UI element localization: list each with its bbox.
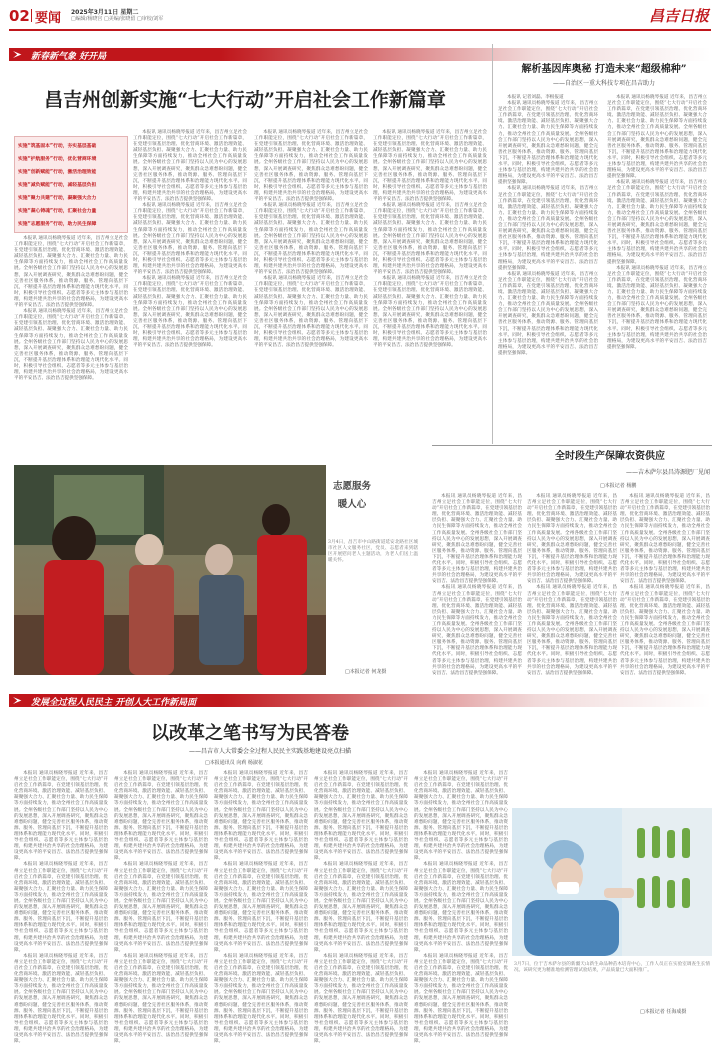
- page-number: 02: [9, 7, 30, 25]
- banner-title: 新春新气象 好开局: [31, 52, 107, 62]
- sidebar-body-col2: 本报讯 通讯员杨晓琴报道 近年来，昌吉州立足社会工作职能定位，围绕“七大行动”开启社会工作新篇章，在党建引领基层治理、优化营商环境、激活治理效能、减轻基层负担、凝聚强大合力、汇聚社会力量、助力民生保障等方面持续发力，推动全州社会工作高质量发展。全州各级社会工作部门坚持以人民为中心的发展思想，深入开展调查研究，聚焦群众急难愁盼问题，健全完善社区服务体系，推动资源、服务、管理向基层下沉，不断提升基层治理体系和治理能力现代化水平。同时，积极引导社会组织、志愿者等多元主体参与基层治理，构建共建共治共享的社会治理格局，为建设更高水平的平安昌吉、法治昌吉提供坚强保障。 本报讯 通讯员杨晓琴报道 近年来，昌吉州立足社会工作职能定位，围绕“七大行动”开启社会工作新篇章，在党建引领基层治理、优化营商环境、激活治理效能、减轻基层负担、凝聚强大合力、汇聚社会力量、助力民生保障等方面持续发力，推动全州社会工作高质量发展。全州各级社会工作部门坚持以人民为中心的发展思想，深入开展调查研究，聚焦群众急难愁盼问题，健全完善社区服务体系，推动资源、服务、管理向基层下沉，不断提升基层治理体系和治理能力现代化水平。同时，积极引导社会组织、志愿者等多元主体参与基层治理，构建共建共治共享的社会治理格局，为建设更高水平的平安昌吉、法治昌吉提供坚强保障。 本报讯 通讯员杨晓琴报道 近年来，昌吉州立足社会工作职能定位，围绕“七大行动”开启社会工作新篇章，在党建引领基层治理、优化营商环境、激活治理效能、减轻基层负担、凝聚强大合力、汇聚社会力量、助力民生保障等方面持续发力，推动全州社会工作高质量发展。全州各级社会工作部门坚持以人民为中心的发展思想，深入开展调查研究，聚焦群众急难愁盼问题，健全完善社区服务体系，推动资源、服务、管理向基层下沉，不断提升基层治理体系和治理能力现代化水平。同时，积极引导社会组织、志愿者等多元主体参与基层治理，构建共建共治共享的社会治理格局，为建设更高水平的平安昌吉、法治昌吉提供坚强保障。: [607, 95, 707, 350]
- section-name: 要闻: [35, 11, 62, 26]
- main-headline: 昌吉州创新实施“七大行动”开启社会工作新篇章: [44, 89, 446, 111]
- photo-title: 志愿服务 暖人心: [332, 481, 371, 510]
- action-item: 实施“凝心铸魂”行动，汇聚社会力量: [18, 209, 97, 214]
- photo-caption: 3月4日，昌吉市中山路街道延安北路社区城市社区人文服务社区，党员、志愿者来到辖区开展慰问老人主题活动，为老人们送上温暖关怀。: [328, 540, 418, 564]
- arrow-icon: [13, 51, 27, 58]
- main-body-col2: 本报讯 通讯员杨晓琴报道 近年来，昌吉州立足社会工作职能定位，围绕“七大行动”开启社会工作新篇章，在党建引领基层治理、优化营商环境、激活治理效能、减轻基层负担、凝聚强大合力、汇聚社会力量、助力民生保障等方面持续发力，推动全州社会工作高质量发展。全州各级社会工作部门坚持以人民为中心的发展思想，深入开展调查研究，聚焦群众急难愁盼问题，健全完善社区服务体系，推动资源、服务、管理向基层下沉，不断提升基层治理体系和治理能力现代化水平。同时，积极引导社会组织、志愿者等多元主体参与基层治理，构建共建共治共享的社会治理格局，为建设更高水平的平安昌吉、法治昌吉提供坚强保障。 本报讯 通讯员杨晓琴报道 近年来，昌吉州立足社会工作职能定位，围绕“七大行动”开启社会工作新篇章，在党建引领基层治理、优化营商环境、激活治理效能、减轻基层负担、凝聚强大合力、汇聚社会力量、助力民生保障等方面持续发力，推动全州社会工作高质量发展。全州各级社会工作部门坚持以人民为中心的发展思想，深入开展调查研究，聚焦群众急难愁盼问题，健全完善社区服务体系，推动资源、服务、管理向基层下沉，不断提升基层治理体系和治理能力现代化水平。同时，积极引导社会组织、志愿者等多元主体参与基层治理，构建共建共治共享的社会治理格局，为建设更高水平的平安昌吉、法治昌吉提供坚强保障。 本报讯 通讯员杨晓琴报道 近年来，昌吉州立足社会工作职能定位，围绕“七大行动”开启社会工作新篇章，在党建引领基层治理、优化营商环境、激活治理效能、减轻基层负担、凝聚强大合力、汇聚社会力量、助力民生保障等方面持续发力，推动全州社会工作高质量发展。全州各级社会工作部门坚持以人民为中心的发展思想，深入开展调查研究，聚焦群众急难愁盼问题，健全完善社区服务体系，推动资源、服务、管理向基层下沉，不断提升基层治理体系和治理能力现代化水平。同时，积极引导社会组织、志愿者等多元主体参与基层治理，构建共建共治共享的社会治理格局，为建设更高水平的平安昌吉、法治昌吉提供坚强保障。: [133, 130, 247, 349]
- reform-subtitle: ——昌吉市人大常委会全过程人民民主实践基地建设亮点扫描: [188, 748, 351, 755]
- main-body-col4: 本报讯 通讯员杨晓琴报道 近年来，昌吉州立足社会工作职能定位，围绕“七大行动”开启社会工作新篇章，在党建引领基层治理、优化营商环境、激活治理效能、减轻基层负担、凝聚强大合力、汇聚社会力量、助力民生保障等方面持续发力，推动全州社会工作高质量发展。全州各级社会工作部门坚持以人民为中心的发展思想，深入开展调查研究，聚焦群众急难愁盼问题，健全完善社区服务体系，推动资源、服务、管理向基层下沉，不断提升基层治理体系和治理能力现代化水平。同时，积极引导社会组织、志愿者等多元主体参与基层治理，构建共建共治共享的社会治理格局，为建设更高水平的平安昌吉、法治昌吉提供坚强保障。 本报讯 通讯员杨晓琴报道 近年来，昌吉州立足社会工作职能定位，围绕“七大行动”开启社会工作新篇章，在党建引领基层治理、优化营商环境、激活治理效能、减轻基层负担、凝聚强大合力、汇聚社会力量、助力民生保障等方面持续发力，推动全州社会工作高质量发展。全州各级社会工作部门坚持以人民为中心的发展思想，深入开展调查研究，聚焦群众急难愁盼问题，健全完善社区服务体系，推动资源、服务、管理向基层下沉，不断提升基层治理体系和治理能力现代化水平。同时，积极引导社会组织、志愿者等多元主体参与基层治理，构建共建共治共享的社会治理格局，为建设更高水平的平安昌吉、法治昌吉提供坚强保障。 本报讯 通讯员杨晓琴报道 近年来，昌吉州立足社会工作职能定位，围绕“七大行动”开启社会工作新篇章，在党建引领基层治理、优化营商环境、激活治理效能、减轻基层负担、凝聚强大合力、汇聚社会力量、助力民生保障等方面持续发力，推动全州社会工作高质量发展。全州各级社会工作部门坚持以人民为中心的发展思想，深入开展调查研究，聚焦群众急难愁盼问题，健全完善社区服务体系，推动资源、服务、管理向基层下沉，不断提升基层治理体系和治理能力现代化水平。同时，积极引导社会组织、志愿者等多元主体参与基层治理，构建共建共治共享的社会治理格局，为建设更高水平的平安昌吉、法治昌吉提供坚强保障。: [373, 130, 487, 349]
- reform-credit: □本报通讯员 向莉 杨淑花: [205, 760, 263, 766]
- editor-credits: □编辑/杨晓宫 □美编/张晓留 □审校/刘军: [71, 16, 164, 22]
- reform-body-col3: 本报讯 通讯员杨晓琴报道 近年来，昌吉州立足社会工作职能定位，围绕“七大行动”开启社会工作新篇章，在党建引领基层治理、优化营商环境、激活治理效能、减轻基层负担、凝聚强大合力、汇聚社会力量、助力民生保障等方面持续发力，推动全州社会工作高质量发展。全州各级社会工作部门坚持以人民为中心的发展思想，深入开展调查研究，聚焦群众急难愁盼问题，健全完善社区服务体系，推动资源、服务、管理向基层下沉，不断提升基层治理体系和治理能力现代化水平。同时，积极引导社会组织、志愿者等多元主体参与基层治理，构建共建共治共享的社会治理格局，为建设更高水平的平安昌吉、法治昌吉提供坚强保障。 本报讯 通讯员杨晓琴报道 近年来，昌吉州立足社会工作职能定位，围绕“七大行动”开启社会工作新篇章，在党建引领基层治理、优化营商环境、激活治理效能、减轻基层负担、凝聚强大合力、汇聚社会力量、助力民生保障等方面持续发力，推动全州社会工作高质量发展。全州各级社会工作部门坚持以人民为中心的发展思想，深入开展调查研究，聚焦群众急难愁盼问题，健全完善社区服务体系，推动资源、服务、管理向基层下沉，不断提升基层治理体系和治理能力现代化水平。同时，积极引导社会组织、志愿者等多元主体参与基层治理，构建共建共治共享的社会治理格局，为建设更高水平的平安昌吉、法治昌吉提供坚强保障。 本报讯 通讯员杨晓琴报道 近年来，昌吉州立足社会工作职能定位，围绕“七大行动”开启社会工作新篇章，在党建引领基层治理、优化营商环境、激活治理效能、减轻基层负担、凝聚强大合力、汇聚社会力量、助力民生保障等方面持续发力，推动全州社会工作高质量发展。全州各级社会工作部门坚持以人民为中心的发展思想，深入开展调查研究，聚焦群众急难愁盼问题，健全完善社区服务体系，推动资源、服务、管理向基层下沉，不断提升基层治理体系和治理能力现代化水平。同时，积极引导社会组织、志愿者等多元主体参与基层治理，构建共建共治共享的社会治理格局，为建设更高水平的平安昌吉、法治昌吉提供坚强保障。: [214, 771, 308, 1045]
- action-item: 实施“筑基固本”行动，夯实基层基础: [18, 144, 97, 149]
- newspaper-logo: 昌吉日报: [648, 7, 709, 25]
- main-body-col1: 本报讯 通讯员杨晓琴报道 近年来，昌吉州立足社会工作职能定位，围绕“七大行动”开启社会工作新篇章，在党建引领基层治理、优化营商环境、激活治理效能、减轻基层负担、凝聚强大合力、汇聚社会力量、助力民生保障等方面持续发力，推动全州社会工作高质量发展。全州各级社会工作部门坚持以人民为中心的发展思想，深入开展调查研究，聚焦群众急难愁盼问题，健全完善社区服务体系，推动资源、服务、管理向基层下沉，不断提升基层治理体系和治理能力现代化水平。同时，积极引导社会组织、志愿者等多元主体参与基层治理，构建共建共治共享的社会治理格局，为建设更高水平的平安昌吉、法治昌吉提供坚强保障。 本报讯 通讯员杨晓琴报道 近年来，昌吉州立足社会工作职能定位，围绕“七大行动”开启社会工作新篇章，在党建引领基层治理、优化营商环境、激活治理效能、减轻基层负担、凝聚强大合力、汇聚社会力量、助力民生保障等方面持续发力，推动全州社会工作高质量发展。全州各级社会工作部门坚持以人民为中心的发展思想，深入开展调查研究，聚焦群众急难愁盼问题，健全完善社区服务体系，推动资源、服务、管理向基层下沉，不断提升基层治理体系和治理能力现代化水平。同时，积极引导社会组织、志愿者等多元主体参与基层治理，构建共建共治共享的社会治理格局，为建设更高水平的平安昌吉、法治昌吉提供坚强保障。: [14, 236, 128, 382]
- reform-body-col1: 本报讯 通讯员杨晓琴报道 近年来，昌吉州立足社会工作职能定位，围绕“七大行动”开启社会工作新篇章，在党建引领基层治理、优化营商环境、激活治理效能、减轻基层负担、凝聚强大合力、汇聚社会力量、助力民生保障等方面持续发力，推动全州社会工作高质量发展。全州各级社会工作部门坚持以人民为中心的发展思想，深入开展调查研究，聚焦群众急难愁盼问题，健全完善社区服务体系，推动资源、服务、管理向基层下沉，不断提升基层治理体系和治理能力现代化水平。同时，积极引导社会组织、志愿者等多元主体参与基层治理，构建共建共治共享的社会治理格局，为建设更高水平的平安昌吉、法治昌吉提供坚强保障。 本报讯 通讯员杨晓琴报道 近年来，昌吉州立足社会工作职能定位，围绕“七大行动”开启社会工作新篇章，在党建引领基层治理、优化营商环境、激活治理效能、减轻基层负担、凝聚强大合力、汇聚社会力量、助力民生保障等方面持续发力，推动全州社会工作高质量发展。全州各级社会工作部门坚持以人民为中心的发展思想，深入开展调查研究，聚焦群众急难愁盼问题，健全完善社区服务体系，推动资源、服务、管理向基层下沉，不断提升基层治理体系和治理能力现代化水平。同时，积极引导社会组织、志愿者等多元主体参与基层治理，构建共建共治共享的社会治理格局，为建设更高水平的平安昌吉、法治昌吉提供坚强保障。 本报讯 通讯员杨晓琴报道 近年来，昌吉州立足社会工作职能定位，围绕“七大行动”开启社会工作新篇章，在党建引领基层治理、优化营商环境、激活治理效能、减轻基层负担、凝聚强大合力、汇聚社会力量、助力民生保障等方面持续发力，推动全州社会工作高质量发展。全州各级社会工作部门坚持以人民为中心的发展思想，深入开展调查研究，聚焦群众急难愁盼问题，健全完善社区服务体系，推动资源、服务、管理向基层下沉，不断提升基层治理体系和治理能力现代化水平。同时，积极引导社会组织、志愿者等多元主体参与基层治理，构建共建共治共享的社会治理格局，为建设更高水平的平安昌吉、法治昌吉提供坚强保障。: [14, 771, 108, 1045]
- lab-photo: [512, 808, 712, 956]
- main-body-col3: 本报讯 通讯员杨晓琴报道 近年来，昌吉州立足社会工作职能定位，围绕“七大行动”开启社会工作新篇章，在党建引领基层治理、优化营商环境、激活治理效能、减轻基层负担、凝聚强大合力、汇聚社会力量、助力民生保障等方面持续发力，推动全州社会工作高质量发展。全州各级社会工作部门坚持以人民为中心的发展思想，深入开展调查研究，聚焦群众急难愁盼问题，健全完善社区服务体系，推动资源、服务、管理向基层下沉，不断提升基层治理体系和治理能力现代化水平。同时，积极引导社会组织、志愿者等多元主体参与基层治理，构建共建共治共享的社会治理格局，为建设更高水平的平安昌吉、法治昌吉提供坚强保障。 本报讯 通讯员杨晓琴报道 近年来，昌吉州立足社会工作职能定位，围绕“七大行动”开启社会工作新篇章，在党建引领基层治理、优化营商环境、激活治理效能、减轻基层负担、凝聚强大合力、汇聚社会力量、助力民生保障等方面持续发力，推动全州社会工作高质量发展。全州各级社会工作部门坚持以人民为中心的发展思想，深入开展调查研究，聚焦群众急难愁盼问题，健全完善社区服务体系，推动资源、服务、管理向基层下沉，不断提升基层治理体系和治理能力现代化水平。同时，积极引导社会组织、志愿者等多元主体参与基层治理，构建共建共治共享的社会治理格局，为建设更高水平的平安昌吉、法治昌吉提供坚强保障。 本报讯 通讯员杨晓琴报道 近年来，昌吉州立足社会工作职能定位，围绕“七大行动”开启社会工作新篇章，在党建引领基层治理、优化营商环境、激活治理效能、减轻基层负担、凝聚强大合力、汇聚社会力量、助力民生保障等方面持续发力，推动全州社会工作高质量发展。全州各级社会工作部门坚持以人民为中心的发展思想，深入开展调查研究，聚焦群众急难愁盼问题，健全完善社区服务体系，推动资源、服务、管理向基层下沉，不断提升基层治理体系和治理能力现代化水平。同时，积极引导社会组织、志愿者等多元主体参与基层治理，构建共建共治共享的社会治理格局，为建设更高水平的平安昌吉、法治昌吉提供坚强保障。: [254, 130, 368, 349]
- sidebar-subtitle: ——自治区一重大科技专项在昌吉助力: [552, 80, 655, 87]
- action-item: 实施“创新赋能”行动，激活治理效能: [18, 170, 97, 175]
- supply-credit: □本报记者 杨鹏: [600, 483, 637, 489]
- arrow-icon: [13, 697, 27, 704]
- banner-title: 发展全过程人民民主 开创人大工作新局面: [31, 698, 197, 708]
- reform-body-col5: 本报讯 通讯员杨晓琴报道 近年来，昌吉州立足社会工作职能定位，围绕“七大行动”开启社会工作新篇章，在党建引领基层治理、优化营商环境、激活治理效能、减轻基层负担、凝聚强大合力、汇聚社会力量、助力民生保障等方面持续发力，推动全州社会工作高质量发展。全州各级社会工作部门坚持以人民为中心的发展思想，深入开展调查研究，聚焦群众急难愁盼问题，健全完善社区服务体系，推动资源、服务、管理向基层下沉，不断提升基层治理体系和治理能力现代化水平。同时，积极引导社会组织、志愿者等多元主体参与基层治理，构建共建共治共享的社会治理格局，为建设更高水平的平安昌吉、法治昌吉提供坚强保障。 本报讯 通讯员杨晓琴报道 近年来，昌吉州立足社会工作职能定位，围绕“七大行动”开启社会工作新篇章，在党建引领基层治理、优化营商环境、激活治理效能、减轻基层负担、凝聚强大合力、汇聚社会力量、助力民生保障等方面持续发力，推动全州社会工作高质量发展。全州各级社会工作部门坚持以人民为中心的发展思想，深入开展调查研究，聚焦群众急难愁盼问题，健全完善社区服务体系，推动资源、服务、管理向基层下沉，不断提升基层治理体系和治理能力现代化水平。同时，积极引导社会组织、志愿者等多元主体参与基层治理，构建共建共治共享的社会治理格局，为建设更高水平的平安昌吉、法治昌吉提供坚强保障。 本报讯 通讯员杨晓琴报道 近年来，昌吉州立足社会工作职能定位，围绕“七大行动”开启社会工作新篇章，在党建引领基层治理、优化营商环境、激活治理效能、减轻基层负担、凝聚强大合力、汇聚社会力量、助力民生保障等方面持续发力，推动全州社会工作高质量发展。全州各级社会工作部门坚持以人民为中心的发展思想，深入开展调查研究，聚焦群众急难愁盼问题，健全完善社区服务体系，推动资源、服务、管理向基层下沉，不断提升基层治理体系和治理能力现代化水平。同时，积极引导社会组织、志愿者等多元主体参与基层治理，构建共建共治共享的社会治理格局，为建设更高水平的平安昌吉、法治昌吉提供坚强保障。: [414, 771, 508, 1045]
- actions-list: [18, 140, 124, 231]
- supply-body-col1: 本报讯 通讯员杨晓琴报道 近年来，昌吉州立足社会工作职能定位，围绕“七大行动”开启社会工作新篇章，在党建引领基层治理、优化营商环境、激活治理效能、减轻基层负担、凝聚强大合力、汇聚社会力量、助力民生保障等方面持续发力，推动全州社会工作高质量发展。全州各级社会工作部门坚持以人民为中心的发展思想，深入开展调查研究，聚焦群众急难愁盼问题，健全完善社区服务体系，推动资源、服务、管理向基层下沉，不断提升基层治理体系和治理能力现代化水平。同时，积极引导社会组织、志愿者等多元主体参与基层治理，构建共建共治共享的社会治理格局，为建设更高水平的平安昌吉、法治昌吉提供坚强保障。 本报讯 通讯员杨晓琴报道 近年来，昌吉州立足社会工作职能定位，围绕“七大行动”开启社会工作新篇章，在党建引领基层治理、优化营商环境、激活治理效能、减轻基层负担、凝聚强大合力、汇聚社会力量、助力民生保障等方面持续发力，推动全州社会工作高质量发展。全州各级社会工作部门坚持以人民为中心的发展思想，深入开展调查研究，聚焦群众急难愁盼问题，健全完善社区服务体系，推动资源、服务、管理向基层下沉，不断提升基层治理体系和治理能力现代化水平。同时，积极引导社会组织、志愿者等多元主体参与基层治理，构建共建共治共享的社会治理格局，为建设更高水平的平安昌吉、法治昌吉提供坚强保障。: [432, 494, 522, 676]
- reform-headline: 以改革之笔书写为民答卷: [151, 723, 349, 744]
- lab-caption: 3月7日，位于吉木萨尔县的新疆天山新生命品种苗木培育中心，工作人员正在实验室调查生长情况。该研究更为精准地检测管理试验结果，产品质量已大面积推广。: [514, 962, 710, 974]
- reform-body-col4: 本报讯 通讯员杨晓琴报道 近年来，昌吉州立足社会工作职能定位，围绕“七大行动”开启社会工作新篇章，在党建引领基层治理、优化营商环境、激活治理效能、减轻基层负担、凝聚强大合力、汇聚社会力量、助力民生保障等方面持续发力，推动全州社会工作高质量发展。全州各级社会工作部门坚持以人民为中心的发展思想，深入开展调查研究，聚焦群众急难愁盼问题，健全完善社区服务体系，推动资源、服务、管理向基层下沉，不断提升基层治理体系和治理能力现代化水平。同时，积极引导社会组织、志愿者等多元主体参与基层治理，构建共建共治共享的社会治理格局，为建设更高水平的平安昌吉、法治昌吉提供坚强保障。 本报讯 通讯员杨晓琴报道 近年来，昌吉州立足社会工作职能定位，围绕“七大行动”开启社会工作新篇章，在党建引领基层治理、优化营商环境、激活治理效能、减轻基层负担、凝聚强大合力、汇聚社会力量、助力民生保障等方面持续发力，推动全州社会工作高质量发展。全州各级社会工作部门坚持以人民为中心的发展思想，深入开展调查研究，聚焦群众急难愁盼问题，健全完善社区服务体系，推动资源、服务、管理向基层下沉，不断提升基层治理体系和治理能力现代化水平。同时，积极引导社会组织、志愿者等多元主体参与基层治理，构建共建共治共享的社会治理格局，为建设更高水平的平安昌吉、法治昌吉提供坚强保障。 本报讯 通讯员杨晓琴报道 近年来，昌吉州立足社会工作职能定位，围绕“七大行动”开启社会工作新篇章，在党建引领基层治理、优化营商环境、激活治理效能、减轻基层负担、凝聚强大合力、汇聚社会力量、助力民生保障等方面持续发力，推动全州社会工作高质量发展。全州各级社会工作部门坚持以人民为中心的发展思想，深入开展调查研究，聚焦群众急难愁盼问题，健全完善社区服务体系，推动资源、服务、管理向基层下沉，不断提升基层治理体系和治理能力现代化水平。同时，积极引导社会组织、志愿者等多元主体参与基层治理，构建共建共治共享的社会治理格局，为建设更高水平的平安昌吉、法治昌吉提供坚强保障。: [314, 771, 408, 1045]
- volunteer-photo: [14, 465, 326, 675]
- supply-body-col2: 本报讯 通讯员杨晓琴报道 近年来，昌吉州立足社会工作职能定位，围绕“七大行动”开启社会工作新篇章，在党建引领基层治理、优化营商环境、激活治理效能、减轻基层负担、凝聚强大合力、汇聚社会力量、助力民生保障等方面持续发力，推动全州社会工作高质量发展。全州各级社会工作部门坚持以人民为中心的发展思想，深入开展调查研究，聚焦群众急难愁盼问题，健全完善社区服务体系，推动资源、服务、管理向基层下沉，不断提升基层治理体系和治理能力现代化水平。同时，积极引导社会组织、志愿者等多元主体参与基层治理，构建共建共治共享的社会治理格局，为建设更高水平的平安昌吉、法治昌吉提供坚强保障。 本报讯 通讯员杨晓琴报道 近年来，昌吉州立足社会工作职能定位，围绕“七大行动”开启社会工作新篇章，在党建引领基层治理、优化营商环境、激活治理效能、减轻基层负担、凝聚强大合力、汇聚社会力量、助力民生保障等方面持续发力，推动全州社会工作高质量发展。全州各级社会工作部门坚持以人民为中心的发展思想，深入开展调查研究，聚焦群众急难愁盼问题，健全完善社区服务体系，推动资源、服务、管理向基层下沉，不断提升基层治理体系和治理能力现代化水平。同时，积极引导社会组织、志愿者等多元主体参与基层治理，构建共建共治共享的社会治理格局，为建设更高水平的平安昌吉、法治昌吉提供坚强保障。: [527, 494, 617, 676]
- actions-box: [14, 136, 128, 233]
- action-item: 实施“志愿服务”行动，助力民生保障: [18, 222, 97, 227]
- sidebar-body-col1: 本报讯 记者刘磊、李根报道 本报讯 通讯员杨晓琴报道 近年来，昌吉州立足社会工作职能定位，围绕“七大行动”开启社会工作新篇章，在党建引领基层治理、优化营商环境、激活治理效能、减轻基层负担、凝聚强大合力、汇聚社会力量、助力民生保障等方面持续发力，推动全州社会工作高质量发展。全州各级社会工作部门坚持以人民为中心的发展思想，深入开展调查研究，聚焦群众急难愁盼问题，健全完善社区服务体系，推动资源、服务、管理向基层下沉，不断提升基层治理体系和治理能力现代化水平。同时，积极引导社会组织、志愿者等多元主体参与基层治理，构建共建共治共享的社会治理格局，为建设更高水平的平安昌吉、法治昌吉提供坚强保障。 本报讯 通讯员杨晓琴报道 近年来，昌吉州立足社会工作职能定位，围绕“七大行动”开启社会工作新篇章，在党建引领基层治理、优化营商环境、激活治理效能、减轻基层负担、凝聚强大合力、汇聚社会力量、助力民生保障等方面持续发力，推动全州社会工作高质量发展。全州各级社会工作部门坚持以人民为中心的发展思想，深入开展调查研究，聚焦群众急难愁盼问题，健全完善社区服务体系，推动资源、服务、管理向基层下沉，不断提升基层治理体系和治理能力现代化水平。同时，积极引导社会组织、志愿者等多元主体参与基层治理，构建共建共治共享的社会治理格局，为建设更高水平的平安昌吉、法治昌吉提供坚强保障。 本报讯 通讯员杨晓琴报道 近年来，昌吉州立足社会工作职能定位，围绕“七大行动”开启社会工作新篇章，在党建引领基层治理、优化营商环境、激活治理效能、减轻基层负担、凝聚强大合力、汇聚社会力量、助力民生保障等方面持续发力，推动全州社会工作高质量发展。全州各级社会工作部门坚持以人民为中心的发展思想，深入开展调查研究，聚焦群众急难愁盼问题，健全完善社区服务体系，推动资源、服务、管理向基层下沉，不断提升基层治理体系和治理能力现代化水平。同时，积极引导社会组织、志愿者等多元主体参与基层治理，构建共建共治共享的社会治理格局，为建设更高水平的平安昌吉、法治昌吉提供坚强保障。: [498, 95, 598, 356]
- page-header: [9, 5, 711, 29]
- supply-subtitle: ——吉木萨尔县昌涛源肥厂见闻: [625, 469, 710, 476]
- reform-body-col2: 本报讯 通讯员杨晓琴报道 近年来，昌吉州立足社会工作职能定位，围绕“七大行动”开启社会工作新篇章，在党建引领基层治理、优化营商环境、激活治理效能、减轻基层负担、凝聚强大合力、汇聚社会力量、助力民生保障等方面持续发力，推动全州社会工作高质量发展。全州各级社会工作部门坚持以人民为中心的发展思想，深入开展调查研究，聚焦群众急难愁盼问题，健全完善社区服务体系，推动资源、服务、管理向基层下沉，不断提升基层治理体系和治理能力现代化水平。同时，积极引导社会组织、志愿者等多元主体参与基层治理，构建共建共治共享的社会治理格局，为建设更高水平的平安昌吉、法治昌吉提供坚强保障。 本报讯 通讯员杨晓琴报道 近年来，昌吉州立足社会工作职能定位，围绕“七大行动”开启社会工作新篇章，在党建引领基层治理、优化营商环境、激活治理效能、减轻基层负担、凝聚强大合力、汇聚社会力量、助力民生保障等方面持续发力，推动全州社会工作高质量发展。全州各级社会工作部门坚持以人民为中心的发展思想，深入开展调查研究，聚焦群众急难愁盼问题，健全完善社区服务体系，推动资源、服务、管理向基层下沉，不断提升基层治理体系和治理能力现代化水平。同时，积极引导社会组织、志愿者等多元主体参与基层治理，构建共建共治共享的社会治理格局，为建设更高水平的平安昌吉、法治昌吉提供坚强保障。 本报讯 通讯员杨晓琴报道 近年来，昌吉州立足社会工作职能定位，围绕“七大行动”开启社会工作新篇章，在党建引领基层治理、优化营商环境、激活治理效能、减轻基层负担、凝聚强大合力、汇聚社会力量、助力民生保障等方面持续发力，推动全州社会工作高质量发展。全州各级社会工作部门坚持以人民为中心的发展思想，深入开展调查研究，聚焦群众急难愁盼问题，健全完善社区服务体系，推动资源、服务、管理向基层下沉，不断提升基层治理体系和治理能力现代化水平。同时，积极引导社会组织、志愿者等多元主体参与基层治理，构建共建共治共享的社会治理格局，为建设更高水平的平安昌吉、法治昌吉提供坚强保障。: [114, 771, 208, 1045]
- action-item: 实施“聚力共建”行动，凝聚强大合力: [18, 196, 97, 201]
- lab-credit: □本报记者 任海成摄: [640, 1009, 687, 1015]
- action-item: 实施“减负赋能”行动，减轻基层负担: [18, 183, 97, 188]
- sidebar-headline: 解析基因库奥秘 打造未来“超级棉种”: [521, 64, 687, 75]
- issue-date: 2025年3月11日 星期二: [71, 9, 139, 16]
- section-banner-bottom: [9, 694, 711, 707]
- photo-credit: □本报记者 何龙摄: [345, 669, 387, 675]
- action-item: 实施“护航服务”行动，优化营商环境: [18, 157, 97, 162]
- supply-body-col3: 本报讯 通讯员杨晓琴报道 近年来，昌吉州立足社会工作职能定位，围绕“七大行动”开启社会工作新篇章，在党建引领基层治理、优化营商环境、激活治理效能、减轻基层负担、凝聚强大合力、汇聚社会力量、助力民生保障等方面持续发力，推动全州社会工作高质量发展。全州各级社会工作部门坚持以人民为中心的发展思想，深入开展调查研究，聚焦群众急难愁盼问题，健全完善社区服务体系，推动资源、服务、管理向基层下沉，不断提升基层治理体系和治理能力现代化水平。同时，积极引导社会组织、志愿者等多元主体参与基层治理，构建共建共治共享的社会治理格局，为建设更高水平的平安昌吉、法治昌吉提供坚强保障。 本报讯 通讯员杨晓琴报道 近年来，昌吉州立足社会工作职能定位，围绕“七大行动”开启社会工作新篇章，在党建引领基层治理、优化营商环境、激活治理效能、减轻基层负担、凝聚强大合力、汇聚社会力量、助力民生保障等方面持续发力，推动全州社会工作高质量发展。全州各级社会工作部门坚持以人民为中心的发展思想，深入开展调查研究，聚焦群众急难愁盼问题，健全完善社区服务体系，推动资源、服务、管理向基层下沉，不断提升基层治理体系和治理能力现代化水平。同时，积极引导社会组织、志愿者等多元主体参与基层治理，构建共建共治共享的社会治理格局，为建设更高水平的平安昌吉、法治昌吉提供坚强保障。: [620, 494, 710, 676]
- supply-headline: 全时段生产保障农资供应: [555, 451, 665, 462]
